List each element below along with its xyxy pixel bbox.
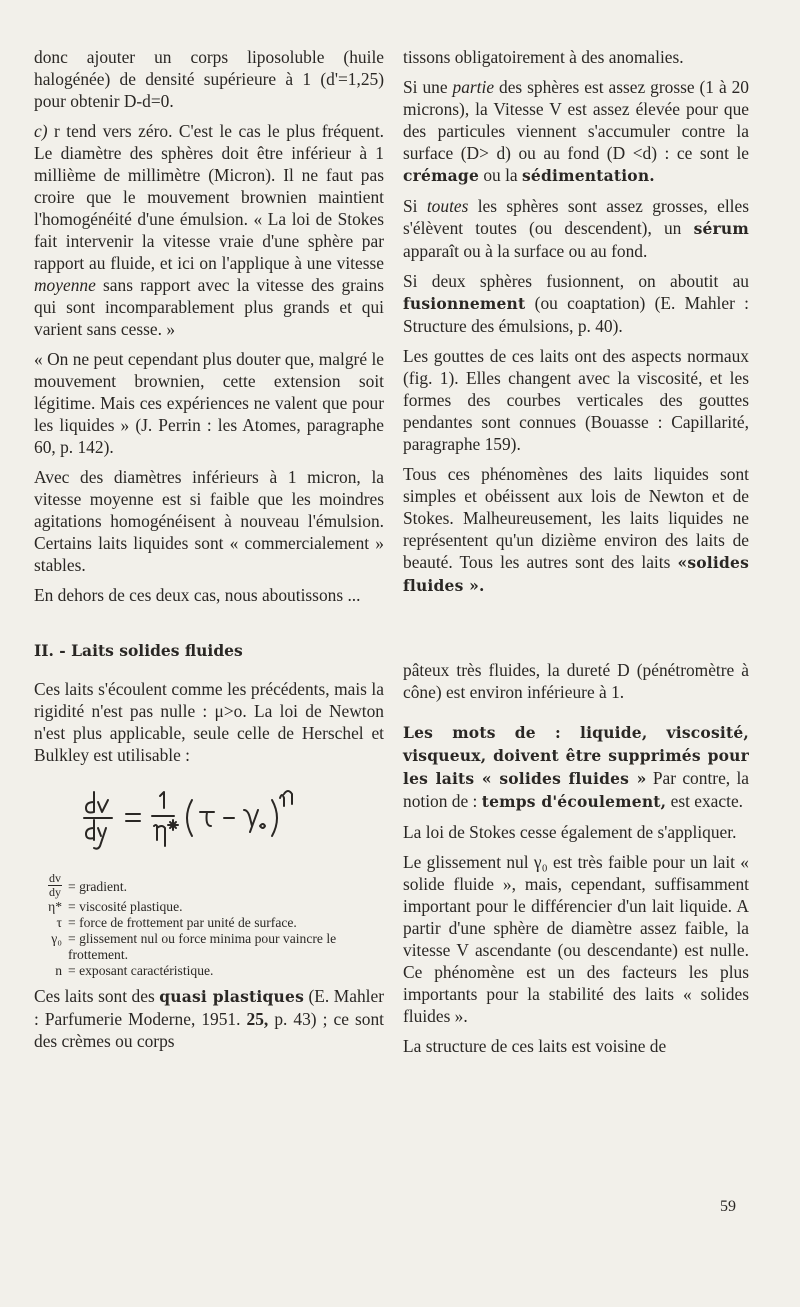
- paragraph: pâteux très fluides, la dureté D (pénétromètre à cône) est environ inférieure à 1.: [403, 660, 749, 702]
- legend-row: n = exposant caractéristique.: [55, 963, 214, 978]
- paragraph: tissons obligatoirement à des anomalies.: [403, 47, 684, 67]
- paragraph: Le glissement nul γ₀ est très faible pour un lait « solide fluide », mais, cependant, suffisamment important pour le différencier d'un lait liquide. A partir d'une sphère de diamètre assez faible, la vitesse V ascendante (ou descendante) est nulle. Ce phénomène est un des facteurs les plus importants pour la stabilité des laits « solides fluides ».: [403, 852, 749, 1026]
- paragraph: Ces laits s'écoulent comme les précédents, mais la rigidité n'est pas nulle : μ>o. La loi de Newton n'est plus applicable, seule celle de Herschel et Bulkley est utilisable :: [34, 679, 384, 765]
- paragraph: Ces laits sont des quasi plastiques (E. Mahler : Parfumerie Moderne, 1951. 25, p. 43) ; ce sont des crèmes ou corps: [34, 986, 384, 1051]
- left-column: [34, 46, 384, 1060]
- paragraph: En dehors de ces deux cas, nous aboutissons ...: [34, 585, 361, 605]
- formula-legend: [34, 872, 384, 979]
- legend-row: $\frac{dv}{dy}$ = gradient.: [49, 871, 128, 899]
- column-gap: [403, 605, 749, 659]
- paragraph: La loi de Stokes cesse également de s'appliquer.: [403, 822, 737, 842]
- legend-row: τ = force de frottement par unité de surface.: [56, 915, 297, 930]
- paragraph: La structure de ces laits est voisine de: [403, 1036, 667, 1056]
- right-column: [403, 46, 749, 1065]
- paragraph: Si toutes les sphères sont assez grosses, elles s'élèvent toutes (ou descendent), un sérum apparaît ou à la surface ou au fond.: [403, 196, 749, 261]
- paragraph: Si une partie des sphères est assez grosse (1 à 20 microns), la Vitesse V est assez élevée pour que des particules viennent s'accumuler contre la surface (D> d) ou au fond (D <d) : ce sont le crémage ou la sédimentation.: [403, 77, 749, 185]
- formula-herschel-bulkley: [80, 784, 384, 856]
- paragraph: Tous ces phénomènes des laits liquides sont simples et obéissent aux lois de Newton et de Stokes. Malheureusement, les laits liquides ne représentent qu'un dizième environ des laits de beauté. Tous les autres sont des laits «solides fluides ».: [403, 464, 749, 595]
- paragraph: c) r tend vers zéro. C'est le cas le plus fréquent. Le diamètre des sphères doit être inférieur à 1 millième de millimètre (Micron). Il ne faut pas croire que le mouvement brownien maintient l'homogénéité d'une émulsion. « La loi de Stokes fait intervenir la vitesse vraie d'une sphère par rapport au fluide, et ici on l'applique à une vitesse moyenne sans rapport avec la vitesse des grains qui sont incomparablement plus grands et qui varient sans cesse. »: [34, 121, 384, 339]
- handwritten-formula: [80, 784, 340, 856]
- section-title: II. - Laits solides fluides: [34, 641, 243, 660]
- legend-row: γ₀ = glissement nul ou force minima pour vaincre le frottement.: [51, 931, 337, 962]
- paragraph: Si deux sphères fusionnent, on aboutit au fusionnement (ou coaptation) (E. Mahler : Structure des émulsions, p. 40).: [403, 271, 749, 336]
- paragraph: donc ajouter un corps liposoluble (huile halogénée) de densité supérieure à 1 (d'=1,25) pour obtenir D-d=0.: [34, 47, 384, 111]
- paragraph: Avec des diamètres inférieurs à 1 micron, la vitesse moyenne est si faible que les moindres agitations homogénéisent à nouveau l'émulsion. Certains laits liquides sont « commercialement » stables.: [34, 467, 384, 575]
- paragraph: « On ne peut cependant plus douter que, malgré le mouvement brownien, cette extension soit légitime. Mais ces expériences ne valent que pour les liquides » (J. Perrin : les Atomes, paragraphe 60, p. 142).: [34, 349, 384, 457]
- page-number: 59: [720, 1198, 736, 1215]
- paragraph: Les gouttes de ces laits ont des aspects normaux (fig. 1). Elles changent avec la viscosité, et les formes des courbes verticales des gouttes pendantes sont connues (Bouasse : Capillarité, paragraphe 159).: [403, 346, 749, 454]
- paragraph: Les mots de : liquide, viscosité, visqueux, doivent être supprimés pour les laits « solides fluides » Par contre, la notion de : temps d'écoulement, est exacte.: [403, 723, 749, 811]
- legend-row: η* = viscosité plastique.: [48, 899, 183, 914]
